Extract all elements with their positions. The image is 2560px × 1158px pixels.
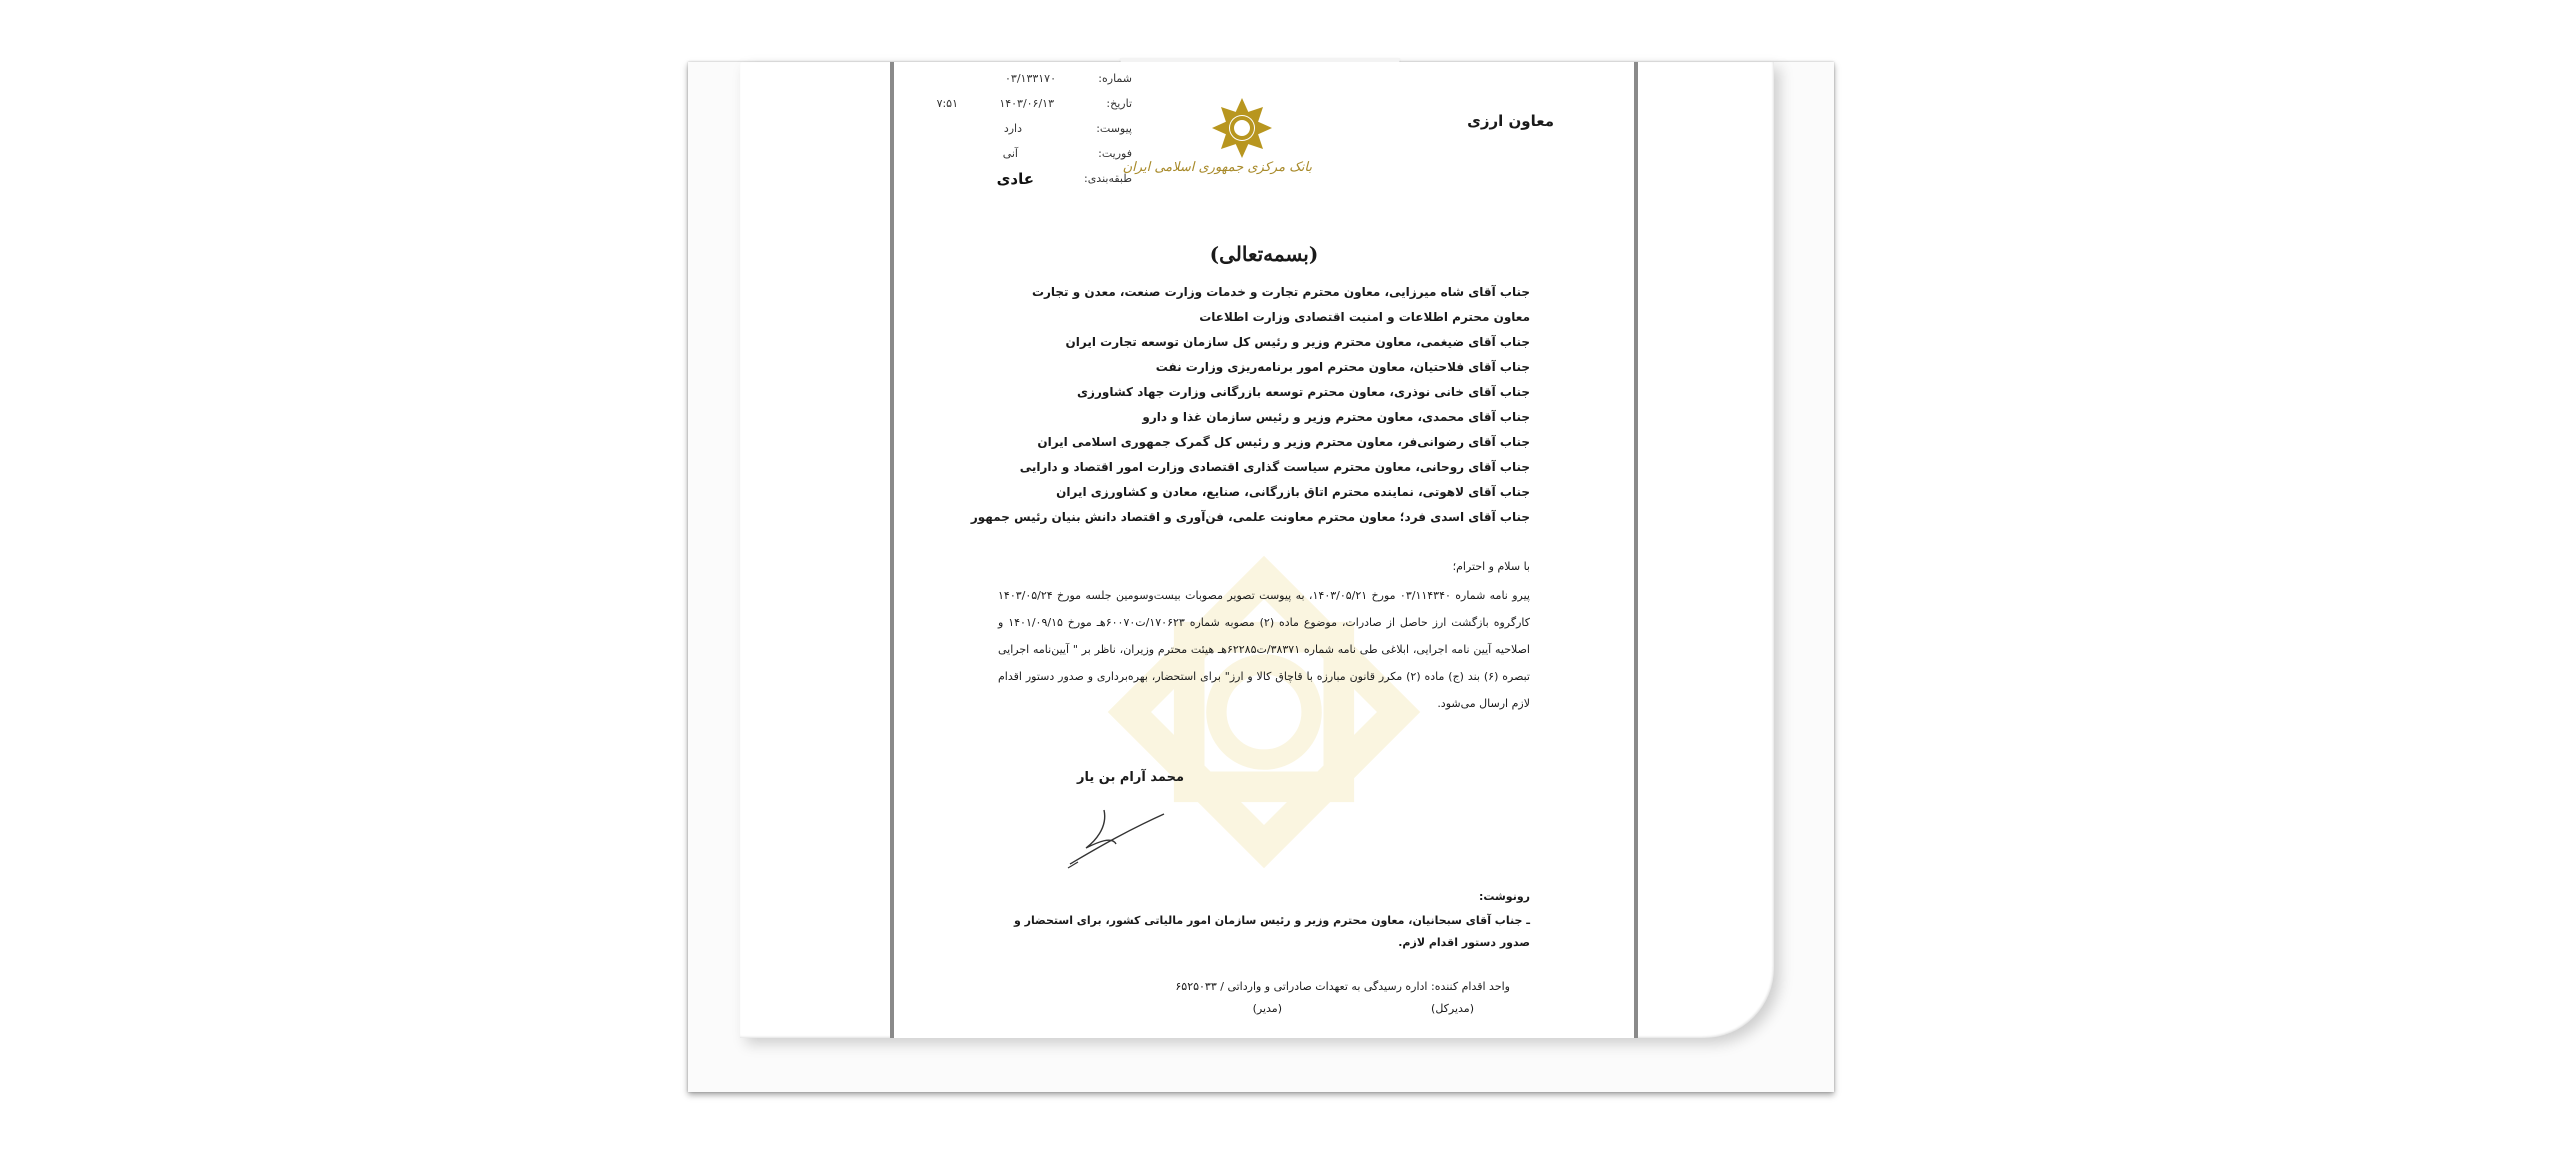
department-title: معاون ارزی xyxy=(1467,112,1554,130)
number-value: ۰۳/۱۳۳۱۷۰ xyxy=(1005,72,1056,85)
official-letter xyxy=(890,62,1638,1038)
recipient-line: جناب آقای شاه میرزایی، معاون محترم تجارت و خدمات وزارت صنعت، معدن و تجارت xyxy=(1031,285,1530,299)
signer-name: محمد آرام بن یار xyxy=(1077,770,1184,785)
classification-value: عادی xyxy=(996,170,1034,188)
attachment-label: پیوست: xyxy=(1096,122,1132,135)
recipients-list xyxy=(971,280,1530,530)
executing-unit: واحد اقدام کننده: اداره رسیدگی به تعهدات صادراتی و وارداتی / ۶۵۲۵۰۳۳ xyxy=(1175,980,1510,993)
recipient-line: جناب آقای روحانی، معاون محترم سیاست گذاری اقتصادی وزارت امور اقتصاد و دارایی xyxy=(1019,460,1530,474)
cc-text: ـ جناب آقای سبحانیان، معاون محترم وزیر و رئیس سازمان امور مالیاتی کشور، برای استحضار و صدور دستور اقدام لازم. xyxy=(1013,914,1530,949)
recipient-line: جناب آقای اسدی فرد؛ معاون محترم معاونت علمی، فن‌آوری و اقتصاد دانش بنیان رئیس جمهور xyxy=(970,510,1530,524)
greeting: با سلام و احترام؛ xyxy=(1452,560,1530,573)
date-label: تاریخ: xyxy=(1106,97,1132,110)
date-value: ۱۴۰۳/۰۶/۱۳ xyxy=(999,97,1054,110)
recipient-line: جناب آقای خانی نوذری، معاون محترم توسعه بازرگانی وزارت جهاد کشاورزی xyxy=(1077,385,1530,399)
recipient-line: جناب آقای فلاحتیان، معاون محترم امور برنامه‌ریزی وزارت نفت xyxy=(1155,360,1530,374)
classification-label: طبقه‌بندی: xyxy=(1083,172,1132,185)
urgency-label: فوریت: xyxy=(1098,147,1132,160)
recipient-line: جناب آقای محمدی، معاون محترم وزیر و رئیس سازمان غذا و دارو xyxy=(1142,410,1530,424)
recipient-line: جناب آقای ضیغمی، معاون محترم وزیر و رئیس کل سازمان توسعه تجارت ایران xyxy=(1065,335,1530,349)
invocation-heading: (بسمه‌تعالی) xyxy=(1209,242,1319,266)
handwritten-signature-icon xyxy=(1064,802,1174,872)
bank-name: بانک مرکزی جمهوری اسلامی ایران xyxy=(1122,160,1312,175)
time-value: ۷:۵۱ xyxy=(936,97,958,110)
recipient-line: معاون محترم اطلاعات و امنیت اقتصادی وزارت اطلاعات xyxy=(1199,310,1530,324)
cc-title: رونوشت: xyxy=(1478,890,1530,903)
central-bank-logo-icon xyxy=(1122,80,1312,208)
role-general-director: (مدیرکل) xyxy=(1431,1002,1474,1015)
recipient-line: جناب آقای لاهوتی، نماینده محترم اتاق بازرگانی، صنایع، معادن و کشاورزی ایران xyxy=(1056,485,1530,499)
role-director: (مدیر) xyxy=(1252,1002,1282,1015)
attachment-value: دارد xyxy=(1003,122,1022,135)
number-label: شماره: xyxy=(1098,72,1132,85)
urgency-value: آنی xyxy=(1002,147,1018,160)
recipient-line: جناب آقای رضوانی‌فر، معاون محترم وزیر و رئیس کل گمرک جمهوری اسلامی ایران xyxy=(1037,435,1530,449)
letter-body: پیرو نامه شماره ۰۳/۱۱۴۳۴۰ مورخ ۱۴۰۳/۰۵/۲۱، به پیوست تصویر مصوبات بیست‌وسومین جلسه مورخ ۱۴۰۳/۰۵/۲۴ کارگروه بازگشت ارز حاصل از صادرات، موضوع ماده (۲) مصوبه شماره ۱۷۰۶۲۳/ت۶۰۰۷۰هـ مورخ ۱۴۰۱/۰۹/۱۵ و اصلاحیه آیین نامه اجرایی، ابلاغی طی نامه شماره ۳۸۳۷۱/ت۶۲۲۸۵هـ هیئت محترم وزیران، ناظر بر " آیین‌نامه اجرایی تبصره (۶) بند (ج) ماده (۲) مکرر قانون مبارزه با قاچاق کالا و ارز" برای استحضار، بهره‌برداری و صدور دستور اقدام لازم ارسال می‌شود. xyxy=(998,589,1530,710)
